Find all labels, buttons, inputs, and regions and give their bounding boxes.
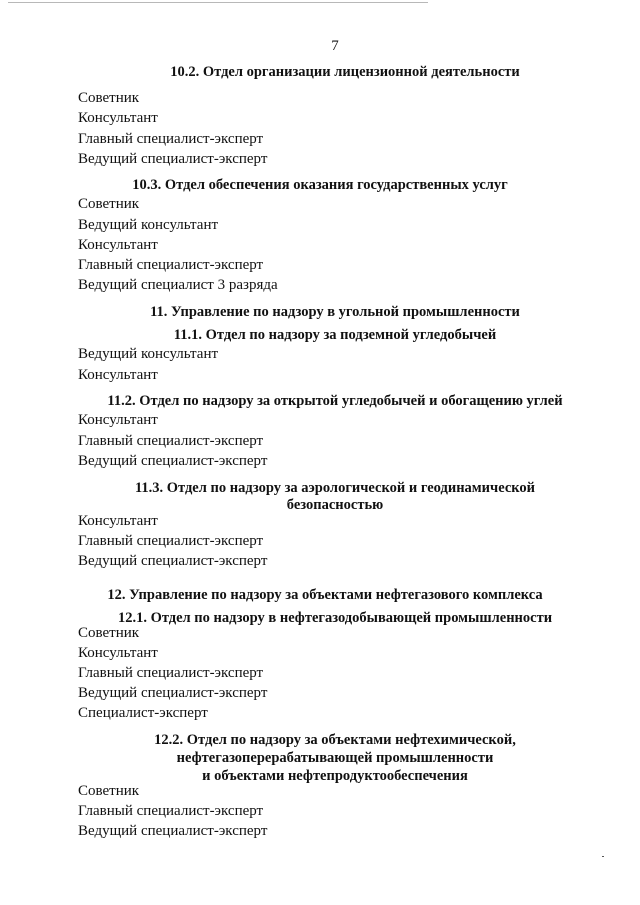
position-item: Консультант	[78, 110, 158, 126]
position-item: Главный специалист-эксперт	[78, 433, 264, 449]
section-heading-11-3-line2: безопасностью	[286, 497, 384, 513]
position-item: Ведущий специалист-эксперт	[78, 151, 268, 167]
position-item: Консультант	[78, 367, 158, 383]
section-heading-12-2-line2: нефтегазоперерабатывающей промышленности	[176, 750, 494, 766]
position-item: Специалист-эксперт	[78, 705, 208, 721]
page-number: 7	[331, 38, 339, 54]
position-item: Ведущий специалист-эксперт	[78, 685, 268, 701]
scan-top-edge-line	[8, 2, 428, 3]
position-item: Советник	[78, 783, 140, 799]
position-item: Консультант	[78, 237, 158, 253]
position-item: Консультант	[78, 412, 158, 428]
position-item: Советник	[78, 196, 140, 212]
position-item: Ведущий специалист-эксперт	[78, 823, 268, 839]
position-item: Ведущий консультант	[78, 217, 219, 233]
position-item: Советник	[78, 625, 140, 641]
position-item: Консультант	[78, 645, 158, 661]
position-item: Главный специалист-эксперт	[78, 131, 264, 147]
position-item: Главный специалист-эксперт	[78, 533, 264, 549]
scan-speck	[602, 856, 604, 857]
position-item: Консультант	[78, 513, 158, 529]
section-heading-10-3: 10.3. Отдел обеспечения оказания государственных услуг	[132, 177, 508, 193]
section-heading-12-2-line1: 12.2. Отдел по надзору за объектами нефтехимической,	[154, 732, 516, 748]
position-item: Главный специалист-эксперт	[78, 665, 264, 681]
position-item: Советник	[78, 90, 140, 106]
section-heading-11-2: 11.2. Отдел по надзору за открытой угледобычей и обогащению углей	[107, 393, 563, 409]
position-item: Ведущий специалист 3 разряда	[78, 277, 278, 293]
section-heading-11-3-line1: 11.3. Отдел по надзору за аэрологической и геодинамической	[134, 480, 536, 496]
position-item: Ведущий специалист-эксперт	[78, 553, 268, 569]
section-heading-10-2: 10.2. Отдел организации лицензионной деятельности	[170, 64, 520, 80]
position-item: Ведущий специалист-эксперт	[78, 453, 268, 469]
section-heading-12-1: 12.1. Отдел по надзору в нефтегазодобывающей промышленности	[117, 610, 553, 626]
department-heading-12: 12. Управление по надзору за объектами нефтегазового комплекса	[107, 587, 543, 603]
department-heading-11: 11. Управление по надзору в угольной промышленности	[150, 304, 520, 320]
position-item: Главный специалист-эксперт	[78, 803, 264, 819]
section-heading-12-2-line3: и объектами нефтепродуктообеспечения	[202, 768, 468, 784]
position-item: Ведущий консультант	[78, 346, 219, 362]
position-item: Главный специалист-эксперт	[78, 257, 264, 273]
section-heading-11-1: 11.1. Отдел по надзору за подземной угледобычей	[173, 327, 497, 343]
